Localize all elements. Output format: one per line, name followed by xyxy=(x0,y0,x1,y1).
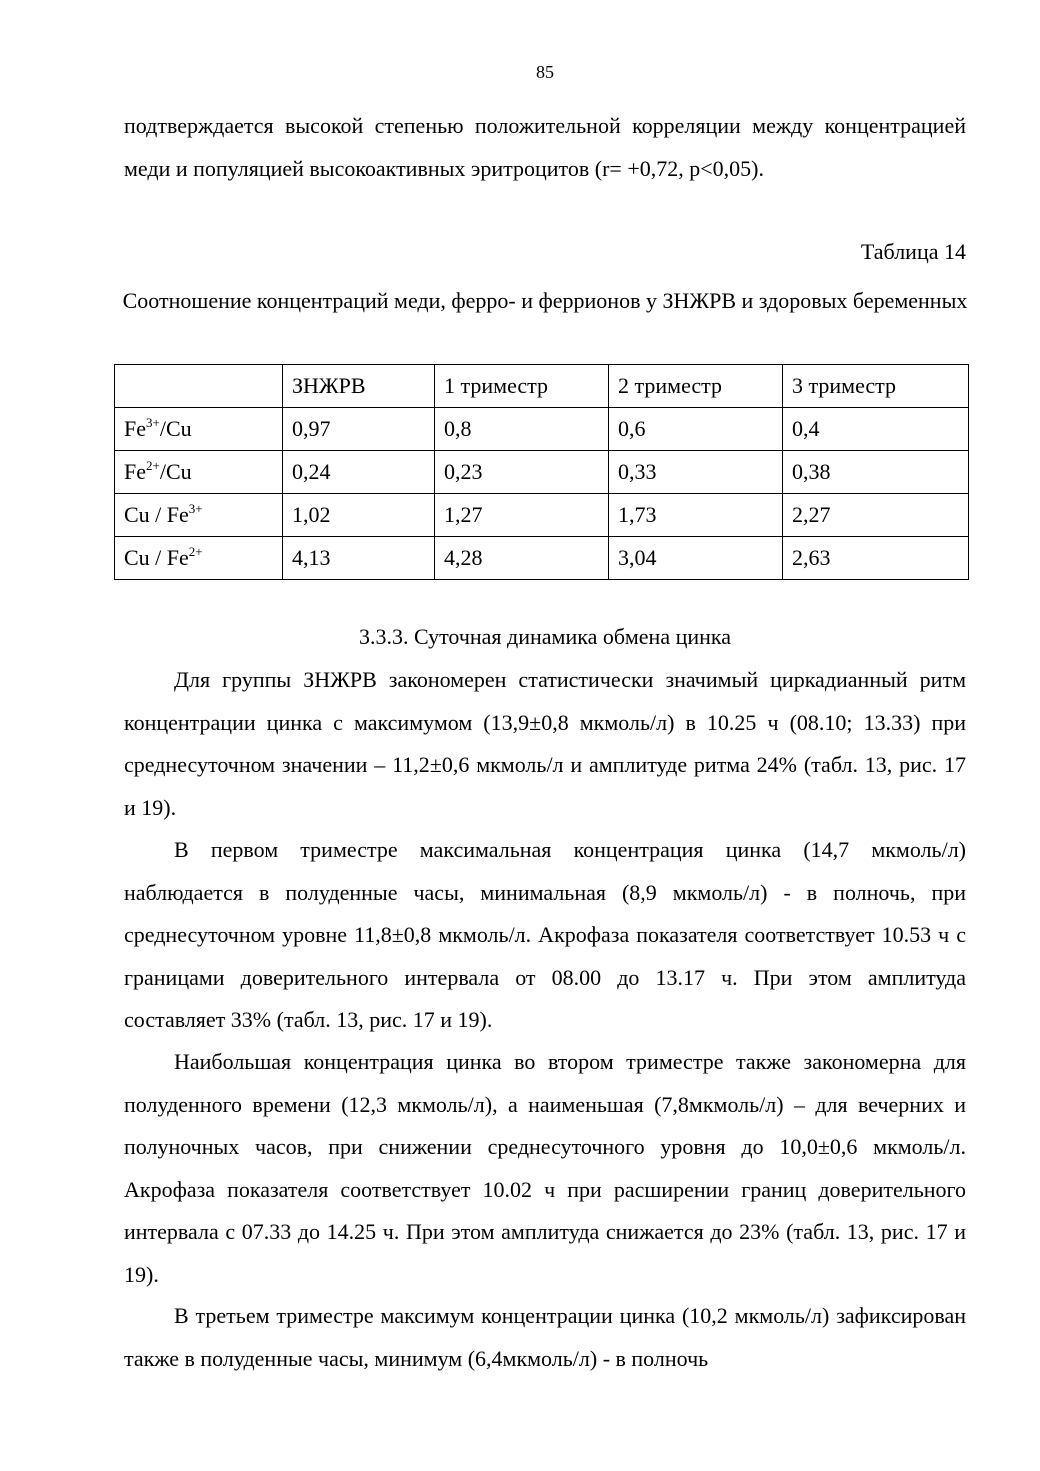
paragraph-second-trimester: Наибольшая концентрация цинка во втором триместре также закономерна для полуденного времени (12,3 мкмоль/л), а наименьшая (7,8мкмоль/л) – для вечерних и полуночных часов, при снижении среднесуточного уровня до 10,0±0,6 мкмоль/л. Акрофаза показателя соответствует 10.02 ч при расширении границ доверительного интервала с 07.33 до 14.25 ч. При этом амплитуда снижается до 23% (табл. 13, рис. 17 и 19). xyxy=(124,1049,966,1287)
table-cell: 0,38 xyxy=(783,451,969,494)
row-label: Cu / $Fe^{3+}$ xyxy=(115,494,283,537)
table-cell: 4,28 xyxy=(435,537,609,580)
row-label: $Fe^{3+}/Cu$ xyxy=(115,408,283,451)
table-row xyxy=(115,408,969,451)
table-cell: 0,6 xyxy=(609,408,783,451)
table-row xyxy=(115,494,969,537)
table-title: Соотношение концентраций меди, ферро- и феррионов у ЗНЖРВ и здоровых беременных xyxy=(122,288,968,313)
paragraph-third-trimester: В третьем триместре максимум концентрации цинка (10,2 мкмоль/л) зафиксирован также в полуденные часы, минимум (6,4мкмоль/л) - в полночь xyxy=(124,1303,966,1371)
table-header-cell: 3 триместр xyxy=(783,365,969,408)
table-cell: 1,02 xyxy=(283,494,435,537)
table-header-row xyxy=(115,365,969,408)
table-label: Таблица 14 xyxy=(860,239,966,264)
ratio-table xyxy=(114,364,969,580)
intro-paragraph: подтверждается высокой степенью положительной корреляции между концентрацией меди и популяцией высокоактивных эритроцитов (r= +0,72, p<0,05). xyxy=(124,113,966,181)
row-label: $Fe^{2+}/Cu$ xyxy=(115,451,283,494)
table-cell: 2,63 xyxy=(783,537,969,580)
table-cell: 4,13 xyxy=(283,537,435,580)
table-cell: 0,23 xyxy=(435,451,609,494)
table-cell: 1,27 xyxy=(435,494,609,537)
table-header-cell xyxy=(115,365,283,408)
paragraph-first-trimester: В первом триместре максимальная концентрация цинка (14,7 мкмоль/л) наблюдается в полуденные часы, минимальная (8,9 мкмоль/л) - в полночь, при среднесуточном уровне 11,8±0,8 мкмоль/л. Акрофаза показателя соответствует 10.53 ч с границами доверительного интервала от 08.00 до 13.17 ч. При этом амплитуда составляет 33% (табл. 13, рис. 17 и 19). xyxy=(124,837,966,1032)
table-header-cell: ЗНЖРВ xyxy=(283,365,435,408)
table-cell: 2,27 xyxy=(783,494,969,537)
table-row xyxy=(115,537,969,580)
table-header-cell: 2 триместр xyxy=(609,365,783,408)
table-cell: 0,8 xyxy=(435,408,609,451)
paragraph-znzhrv: Для группы ЗНЖРВ закономерен статистически значимый циркадианный ритм концентрации цинка с максимумом (13,9±0,8 мкмоль/л) в 10.25 ч (08.10; 13.33) при среднесуточном значении – 11,2±0,6 мкмоль/л и амплитуде ритма 24% (табл. 13, рис. 17 и 19). xyxy=(124,667,966,820)
row-label: Cu / $Fe^{2+}$ xyxy=(115,537,283,580)
table-cell: 0,97 xyxy=(283,408,435,451)
table-header-cell: 1 триместр xyxy=(435,365,609,408)
page-number: 85 xyxy=(536,62,554,82)
table-cell: 1,73 xyxy=(609,494,783,537)
table-cell: 0,4 xyxy=(783,408,969,451)
table-row xyxy=(115,451,969,494)
table-cell: 0,33 xyxy=(609,451,783,494)
table-cell: 0,24 xyxy=(283,451,435,494)
table-cell: 3,04 xyxy=(609,537,783,580)
section-heading: 3.3.3. Суточная динамика обмена цинка xyxy=(358,624,732,649)
